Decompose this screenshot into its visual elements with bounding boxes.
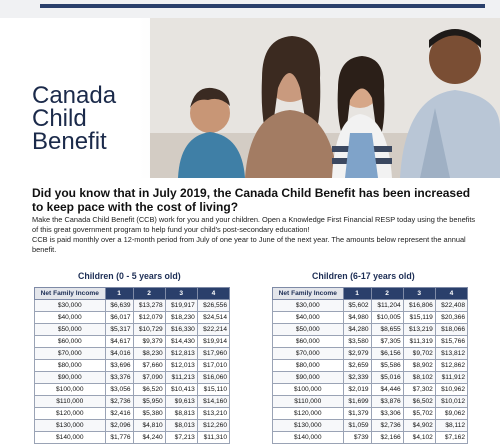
table-row [35,312,230,324]
table-row [273,396,468,408]
benefit-cell: $5,380 [133,408,165,420]
children-count-header: 3 [403,288,435,300]
benefit-cell: $9,613 [165,396,197,408]
top-accent-bar [40,4,485,8]
benefit-cell: $12,260 [197,420,229,432]
benefit-cell: $2,339 [343,372,371,384]
benefit-cell: $5,950 [133,396,165,408]
table-row [35,384,230,396]
intro-paragraph-1: Make the Canada Child Benefit (CCB) work for you and your children. Open a Knowledge First Financial RESP today using the benefits of this great government program to help fund your child's post-secondary education! [32,215,476,234]
children-count-header: 4 [197,288,229,300]
benefit-cell: $10,012 [435,396,467,408]
benefit-cell: $7,660 [133,360,165,372]
benefit-cell: $3,306 [371,408,403,420]
income-cell: $50,000 [273,324,344,336]
income-cell: $40,000 [35,312,106,324]
benefit-cell: $2,019 [343,384,371,396]
income-cell: $50,000 [35,324,106,336]
benefit-cell: $11,204 [371,300,403,312]
benefit-cell: $1,699 [343,396,371,408]
table-row [273,360,468,372]
benefit-cell: $11,912 [435,372,467,384]
benefit-cell: $6,156 [371,348,403,360]
children-count-header: 1 [343,288,371,300]
table-header-row [273,288,468,300]
table-title-6-17: Children (6-17 years old) [312,271,415,281]
table-row [273,336,468,348]
benefit-cell: $8,102 [403,372,435,384]
table-row [273,324,468,336]
benefit-cell: $4,980 [343,312,371,324]
benefit-cell: $6,502 [403,396,435,408]
benefit-cell: $8,112 [435,420,467,432]
benefit-cell: $3,876 [371,396,403,408]
benefit-cell: $12,013 [165,360,197,372]
intro-text [32,215,482,255]
benefit-cell: $7,302 [403,384,435,396]
benefit-cell: $7,162 [435,432,467,444]
benefit-cell: $19,914 [197,336,229,348]
income-cell: $110,000 [35,396,106,408]
headline: Did you know that in July 2019, the Canada Child Benefit has been increased to keep pace with the cost of living? [32,186,471,214]
benefit-cell: $8,902 [403,360,435,372]
income-cell: $30,000 [273,300,344,312]
benefit-cell: $3,056 [105,384,133,396]
children-count-header: 2 [371,288,403,300]
family-photo [150,18,500,178]
benefit-cell: $7,305 [371,336,403,348]
benefit-cell: $5,016 [371,372,403,384]
benefit-cell: $6,017 [105,312,133,324]
benefit-cell: $7,213 [165,432,197,444]
benefit-cell: $13,219 [403,324,435,336]
children-count-header: 4 [435,288,467,300]
table-row [273,408,468,420]
benefit-cell: $2,736 [105,396,133,408]
table-row [35,408,230,420]
benefit-cell: $10,962 [435,384,467,396]
income-cell: $140,000 [35,432,106,444]
benefit-cell: $6,520 [133,384,165,396]
benefit-cell: $22,408 [435,300,467,312]
benefit-cell: $13,210 [197,408,229,420]
table-row [273,432,468,444]
income-cell: $30,000 [35,300,106,312]
income-cell: $40,000 [273,312,344,324]
benefit-cell: $10,729 [133,324,165,336]
benefit-cell: $5,317 [105,324,133,336]
benefit-cell: $11,319 [403,336,435,348]
benefit-cell: $14,160 [197,396,229,408]
income-cell: $130,000 [273,420,344,432]
table-row [35,432,230,444]
benefit-cell: $4,280 [343,324,371,336]
benefit-cell: $10,005 [371,312,403,324]
benefit-cell: $9,062 [435,408,467,420]
table-row [35,300,230,312]
benefit-cell: $4,617 [105,336,133,348]
table-row [35,336,230,348]
benefit-table-0-5 [34,287,230,444]
benefit-cell: $739 [343,432,371,444]
benefit-cell: $12,862 [435,360,467,372]
benefit-cell: $4,902 [403,420,435,432]
table-row [273,372,468,384]
benefit-cell: $5,702 [403,408,435,420]
table-row [273,420,468,432]
income-cell: $80,000 [35,360,106,372]
benefit-cell: $2,416 [105,408,133,420]
benefit-cell: $26,556 [197,300,229,312]
table-row [273,300,468,312]
benefit-cell: $5,586 [371,360,403,372]
table-row [273,384,468,396]
benefit-cell: $22,214 [197,324,229,336]
income-cell: $80,000 [273,360,344,372]
benefit-cell: $4,016 [105,348,133,360]
benefit-cell: $7,090 [133,372,165,384]
benefit-cell: $1,379 [343,408,371,420]
benefit-cell: $2,166 [371,432,403,444]
benefit-table-6-17 [272,287,468,444]
page-title: Canada Child Benefit [32,82,117,155]
benefit-cell: $2,979 [343,348,371,360]
benefit-cell: $8,655 [371,324,403,336]
benefit-cell: $13,812 [435,348,467,360]
benefit-cell: $4,446 [371,384,403,396]
benefit-cell: $15,119 [403,312,435,324]
benefit-cell: $9,379 [133,336,165,348]
benefit-cell: $18,066 [435,324,467,336]
benefit-cell: $24,514 [197,312,229,324]
benefit-cell: $10,413 [165,384,197,396]
table-header-row [35,288,230,300]
benefit-cell: $12,079 [133,312,165,324]
benefit-cell: $18,230 [165,312,197,324]
top-strip [0,0,500,18]
benefit-cell: $16,060 [197,372,229,384]
benefit-cell: $3,580 [343,336,371,348]
benefit-cell: $20,366 [435,312,467,324]
income-cell: $70,000 [35,348,106,360]
benefit-cell: $3,696 [105,360,133,372]
income-cell: $90,000 [273,372,344,384]
intro-paragraph-2: CCB is paid monthly over a 12-month period from July of one year to June of the next year. The amounts below represent the annual benefit. [32,235,466,254]
benefit-cell: $15,110 [197,384,229,396]
income-cell: $140,000 [273,432,344,444]
table-row [35,396,230,408]
benefit-cell: $4,810 [133,420,165,432]
benefit-cell: $15,766 [435,336,467,348]
benefit-cell: $3,376 [105,372,133,384]
table-title-0-5: Children (0 - 5 years old) [78,271,181,281]
benefit-cell: $14,430 [165,336,197,348]
benefit-cell: $6,639 [105,300,133,312]
table-row [273,348,468,360]
benefit-cell: $2,096 [105,420,133,432]
income-cell: $110,000 [273,396,344,408]
benefit-cell: $8,230 [133,348,165,360]
benefit-cell: $16,806 [403,300,435,312]
benefit-cell: $17,010 [197,360,229,372]
benefit-cell: $5,602 [343,300,371,312]
hero-banner [0,18,500,178]
benefit-cell: $1,059 [343,420,371,432]
income-cell: $100,000 [35,384,106,396]
benefit-cell: $8,013 [165,420,197,432]
income-cell: $60,000 [35,336,106,348]
table-row [35,348,230,360]
table-row [35,420,230,432]
benefit-cell: $17,960 [197,348,229,360]
children-count-header: 3 [165,288,197,300]
income-cell: $60,000 [273,336,344,348]
benefit-cell: $19,917 [165,300,197,312]
table-row [273,312,468,324]
children-count-header: 2 [133,288,165,300]
income-cell: $130,000 [35,420,106,432]
table-row [35,372,230,384]
benefit-cell: $2,659 [343,360,371,372]
income-cell: $100,000 [273,384,344,396]
benefit-cell: $11,213 [165,372,197,384]
income-cell: $120,000 [35,408,106,420]
benefit-cell: $4,240 [133,432,165,444]
benefit-cell: $9,702 [403,348,435,360]
table-row [35,324,230,336]
benefit-cell: $12,813 [165,348,197,360]
income-cell: $120,000 [273,408,344,420]
children-count-header: 1 [105,288,133,300]
benefit-cell: $1,776 [105,432,133,444]
benefit-cell: $8,813 [165,408,197,420]
income-cell: $90,000 [35,372,106,384]
benefit-cell: $16,330 [165,324,197,336]
income-column-header: Net Family Income [273,288,344,300]
table-row [35,360,230,372]
benefit-cell: $2,736 [371,420,403,432]
benefit-cell: $4,102 [403,432,435,444]
income-cell: $70,000 [273,348,344,360]
income-column-header: Net Family Income [35,288,106,300]
benefit-cell: $13,278 [133,300,165,312]
benefit-cell: $11,310 [197,432,229,444]
